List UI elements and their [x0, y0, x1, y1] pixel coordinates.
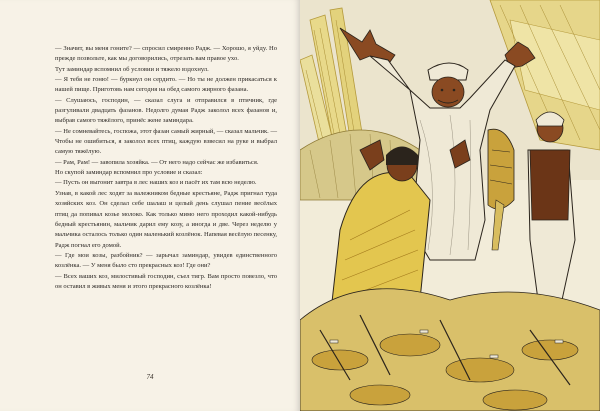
paragraph: Но скупой заминдар вспомнил про условие и сказал: — [55, 169, 203, 177]
paragraph: — Где мои козы, разбойник? — зарычал заминдар, увидев единственного козлёнка. — У меня было сто прекрасных коз! Где они? — [55, 251, 277, 270]
paragraph: — Пусть он выгонит завтра в лес наших коз и пасёт их там всю неделю. — [55, 179, 257, 187]
paragraph: Тут заминдар вспомнил об условии и тяжело вздохнул. — [55, 65, 209, 73]
paragraph: — Значит, вы меня гоните? — спросил смиренно Радж. — Хорошо, я уйду. Но прежде позвольте, как мы договорились, отрезать вам правое ухо. — [55, 45, 277, 63]
raj-vest — [530, 150, 570, 220]
story-text — [55, 44, 277, 292]
right-page-illustration — [300, 0, 600, 411]
paragraph: — Всех ваших коз, милостивый господин, съел тигр. Вам просто повезло, что он оставил в живых меня и этого прекрасного козлёнка! — [55, 272, 277, 290]
page-number: 74 — [146, 373, 154, 381]
paragraph: — Я тебя не гоню! — буркнул он сердито. — Но ты не должен прикасаться к нашей пище. Приготовь нам сегодня на обед самого жирного фазана. — [55, 76, 277, 94]
paragraph: — Не сомневайтесь, госпожа, этот фазан самый жирный, — сказал мальчик. — Чтобы не ошибиться, я заколол всех птиц, каждую взвесил на руке и выбрал самую тяжёлую. — [55, 127, 277, 156]
paragraph: Узнав, в какой лес ходят за валежником бедные крестьяне, Радж пригнал туда хозяйских коз. Он сделал себе шалаш и целый день слушал пение весёлых птиц да попивал козье молоко. Как только мимо него проходил какой-нибудь бедный крестьянин, мальчик дарил ему козу, а иногда и две. Через неделю у мальчика осталось только один маленький козлёнок. Напевая весёлую песенку, Радж погнал его домой. — [55, 189, 277, 249]
illustration-svg — [300, 0, 600, 411]
dead-pheasants-pile — [300, 289, 600, 411]
paragraph: — Слушаюсь, господин, — сказал слуга и отправился в птичник, где разгуливали двадцать фазанов. Недолго думая Радж заколол всех фазанов и, выбрав самого тяжёлого, принёс жене заминдара. — [55, 96, 277, 125]
paragraph: — Рам, Рам! — завопила хозяйка. — От него надо сейчас же избавиться. — [55, 158, 259, 166]
